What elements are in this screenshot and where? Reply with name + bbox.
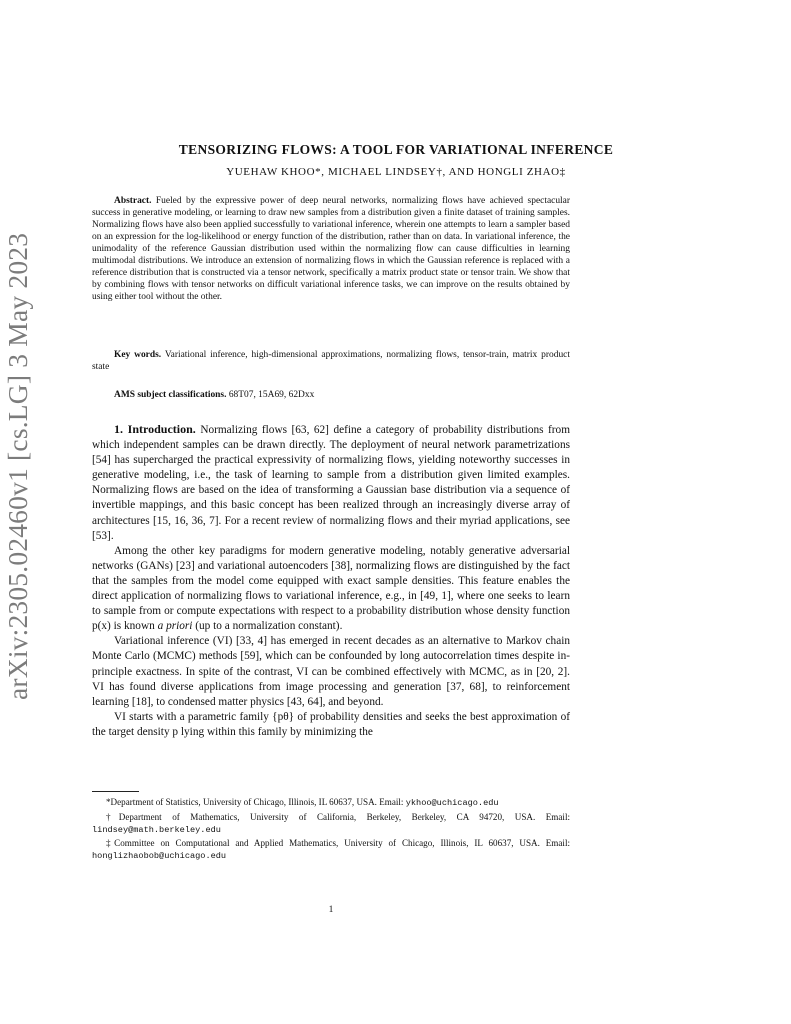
arxiv-identifier-stamp[interactable]: arXiv:2305.02460v1 [cs.LG] 3 May 2023 xyxy=(2,232,33,700)
keywords xyxy=(92,349,570,373)
abstract-text: Fueled by the expressive power of deep neural networks, normalizing flows have achieved spectacular success in generative modeling, or learning to draw new samples from a distribution given a finite dataset of training samples. Normalizing flows have also been applied successfully to variational inference, wherein one attempts to learn a sampler based on an expression for the log-likelihood or energy function of the distribution, rather than on data. In variational inference, the unimodality of the reference Gaussian distribution used within the normalizing flow can cause difficulties in learning multimodal distributions. We introduce an extension of normalizing flows in which the Gaussian reference is replaced with a reference distribution that is constructed via a tensor network, specifically a matrix product state or tensor train. We show that by combining flows with tensor networks on difficult variational inference tasks, we can improve on the results obtained by using either tool without the other. xyxy=(92,196,570,303)
paper-title: TENSORIZING FLOWS: A TOOL FOR VARIATIONAL INFERENCE xyxy=(178,142,614,157)
footnote-3: ‡Committee on Computational and Applied Mathematics, University of Chicago, Illinois, IL 60637, USA. Email: honglizhaobob@uchicago.edu xyxy=(92,838,570,862)
intro-paragraph-3: Variational inference (VI) [33, 4] has emerged in recent decades as an alternative to Markov chain Monte Carlo (MCMC) methods [59], which can be confounded by long autocorrelation times despite in-principle exactness. In spite of the contrast, VI can be combined effectively with MCMC, as in [20, 2]. VI has found diverse applications from image processing and generation [37, 68], to reinforcement learning [18], to condensed matter physics [43, 64], and beyond. xyxy=(92,635,570,708)
intro-paragraph-2: Among the other key paradigms for modern generative modeling, notably generative adversarial networks (GANs) [23] and variational autoencoders [38], normalizing flows are distinguished by the fact that the samples from the model come equipped with exact sample densities. This feature enables the direct application of normalizing flows to variational inference, e.g., in [49, 1], where one seeks to learn to sample from or compute expectations with respect to a probability distribution whose density function p(x) is known a priori (up to a normalization constant). xyxy=(92,544,570,633)
footnote-2: †Department of Mathematics, University of California, Berkeley, Berkeley, CA 94720, USA. Email: lindsey@math.berkeley.edu xyxy=(92,811,570,835)
keywords-text: Variational inference, high-dimensional approximations, normalizing flows, tensor-train, matrix product state xyxy=(92,350,570,373)
intro-paragraph-1: 1. Introduction. Normalizing flows [63, 62] define a category of probability distributions from which independent samples can be drawn directly. The deployment of neural network parametrizations [54] has supercharged the practical expressivity of normalizing flows, yielding noteworthy successes in generative modeling, i.e., the task of learning to sample from a distribution given limited examples. Normalizing flows are based on the idea of transforming a Gaussian base distribution via a sequence of invertible mappings, and this basic concept has been realized through an increasingly diverse array of architectures [15, 16, 36, 7]. For a recent review of normalizing flows and their myriad applications, see [53]. xyxy=(92,422,570,542)
footnote-rule xyxy=(92,791,139,792)
abstract xyxy=(92,195,570,303)
section-heading: 1. Introduction. xyxy=(114,422,196,436)
ams-label: AMS subject classifications. xyxy=(114,390,227,400)
ams-text: 68T07, 15A69, 62Dxx xyxy=(228,390,315,400)
footnote-1: *Department of Statistics, University of Chicago, Illinois, IL 60637, USA. Email: ykhoo@uchicago.edu xyxy=(106,797,499,808)
page-number: 1 xyxy=(328,905,334,915)
introduction-section xyxy=(92,422,570,740)
ams-classifications xyxy=(114,390,574,400)
footnotes xyxy=(92,797,570,865)
author-list: YUEHAW KHOO*, MICHAEL LINDSEY†, AND HONGLI ZHAO‡ xyxy=(226,166,566,178)
keywords-label: Key words. xyxy=(114,350,162,360)
email-link-2[interactable]: lindsey@math.berkeley.edu xyxy=(92,824,221,835)
intro-paragraph-4: VI starts with a parametric family {pθ} of probability densities and seeks the best approximation of the target density p lying within this family by minimizing the xyxy=(92,710,570,738)
email-link-1[interactable]: ykhoo@uchicago.edu xyxy=(405,798,499,808)
email-link-3[interactable]: honglizhaobob@uchicago.edu xyxy=(92,851,227,862)
abstract-label: Abstract. xyxy=(114,196,152,206)
